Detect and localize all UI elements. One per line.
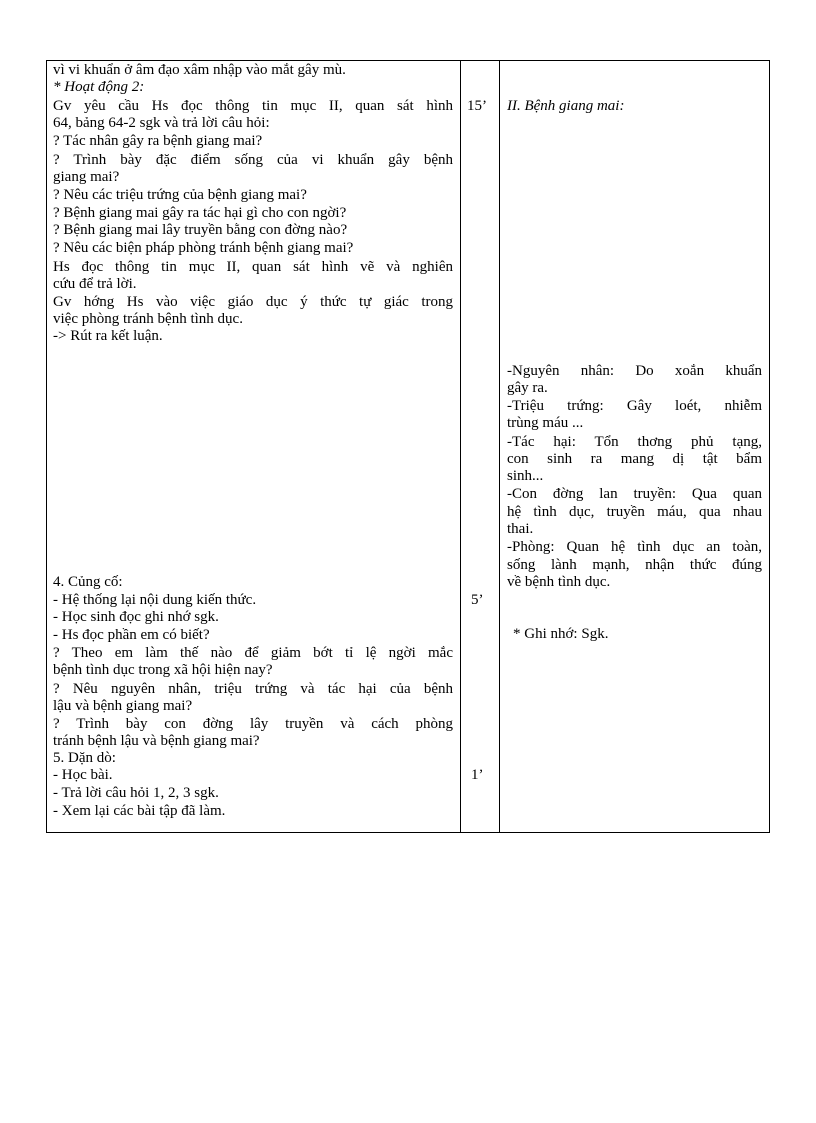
content-line: gây ra. <box>507 380 548 396</box>
content-line: thai. <box>507 521 534 537</box>
content-line: sống lành mạnh, nhận thức đúng <box>507 557 762 573</box>
activity-line: vì vi khuẩn ở âm đạo xâm nhập vào mắt gây mù. <box>53 62 346 78</box>
content-line: con sinh ra mang dị tật bẩm <box>507 451 762 467</box>
activity-line: - Hs đọc phần em có biết? <box>53 627 210 643</box>
activity-line: - Xem lại các bài tập đã làm. <box>53 803 226 819</box>
activity-line: ? Nêu các biện pháp phòng tránh bệnh giang mai? <box>53 240 354 256</box>
activity-heading: * Hoạt động 2: <box>53 79 145 95</box>
content-line: -Phòng: Quan hệ tình dục an toàn, <box>507 539 762 555</box>
activity-line: việc phòng tránh bệnh tình dục. <box>53 311 243 327</box>
activity-line: giang mai? <box>53 169 120 185</box>
content-line: hệ tình dục, truyền máu, qua nhau <box>507 504 762 520</box>
activity-line: ? Nêu nguyên nhân, triệu trứng và tác hại của bệnh <box>53 681 453 697</box>
time-value: 5’ <box>471 592 484 608</box>
time-value: 1’ <box>471 767 484 783</box>
content-line: về bệnh tình dục. <box>507 574 611 590</box>
content-line: -Con đờng lan truyền: Qua quan <box>507 486 762 502</box>
column-divider-1 <box>460 61 461 832</box>
content-line: -Tác hại: Tổn thơng phủ tạng, <box>507 434 762 450</box>
activity-column <box>53 61 453 832</box>
activity-line: lậu và bệnh giang mai? <box>53 698 193 714</box>
column-divider-2 <box>499 61 500 832</box>
lesson-table <box>46 60 770 833</box>
activity-line: ? Theo em làm thế nào để giảm bớt tỉ lệ ngời mắc <box>53 645 453 661</box>
activity-line: Hs đọc thông tin mục II, quan sát hình vẽ và nghiên <box>53 259 453 275</box>
content-note: * Ghi nhớ: Sgk. <box>513 626 609 642</box>
activity-line: cứu để trả lời. <box>53 276 137 292</box>
activity-line: ? Bệnh giang mai lây truyền bằng con đờng nào? <box>53 222 348 238</box>
activity-line: - Hệ thống lại nội dung kiến thức. <box>53 592 257 608</box>
content-line: -Nguyên nhân: Do xoắn khuẩn <box>507 363 762 379</box>
content-heading: II. Bệnh giang mai: <box>507 98 625 114</box>
content-line: trùng máu ... <box>507 415 584 431</box>
activity-line: tránh bệnh lậu và bệnh giang mai? <box>53 733 260 749</box>
activity-line: 64, bảng 64-2 sgk và trả lời câu hỏi: <box>53 115 270 131</box>
activity-line: ? Nêu các triệu trứng của bệnh giang mai? <box>53 187 307 203</box>
content-line: sinh... <box>507 468 544 484</box>
activity-line: - Học sinh đọc ghi nhớ sgk. <box>53 609 219 625</box>
activity-line: ? Trình bày đặc điểm sống của vi khuẩn gây bệnh <box>53 152 453 168</box>
activity-line: ? Trình bày con đờng lây truyền và cách phòng <box>53 716 453 732</box>
activity-line: ? Bệnh giang mai gây ra tác hại gì cho con ngời? <box>53 205 347 221</box>
section-heading-homework: 5. Dặn dò: <box>53 750 116 766</box>
activity-line: ? Tác nhân gây ra bệnh giang mai? <box>53 133 263 149</box>
content-column <box>507 61 762 832</box>
time-column <box>467 61 497 832</box>
activity-line: - Học bài. <box>53 767 113 783</box>
time-value: 15’ <box>467 98 487 114</box>
activity-line: Gv hớng Hs vào việc giáo dục ý thức tự giác trong <box>53 294 453 310</box>
activity-line: - Trả lời câu hỏi 1, 2, 3 sgk. <box>53 785 219 801</box>
content-line: -Triệu trứng: Gây loét, nhiễm <box>507 398 762 414</box>
section-heading-consolidation: 4. Củng cố: <box>53 574 123 590</box>
activity-line: Gv yêu cầu Hs đọc thông tin mục II, quan sát hình <box>53 98 453 114</box>
activity-line: bệnh tình dục trong xã hội hiện nay? <box>53 662 273 678</box>
activity-line: -> Rút ra kết luận. <box>53 328 163 344</box>
